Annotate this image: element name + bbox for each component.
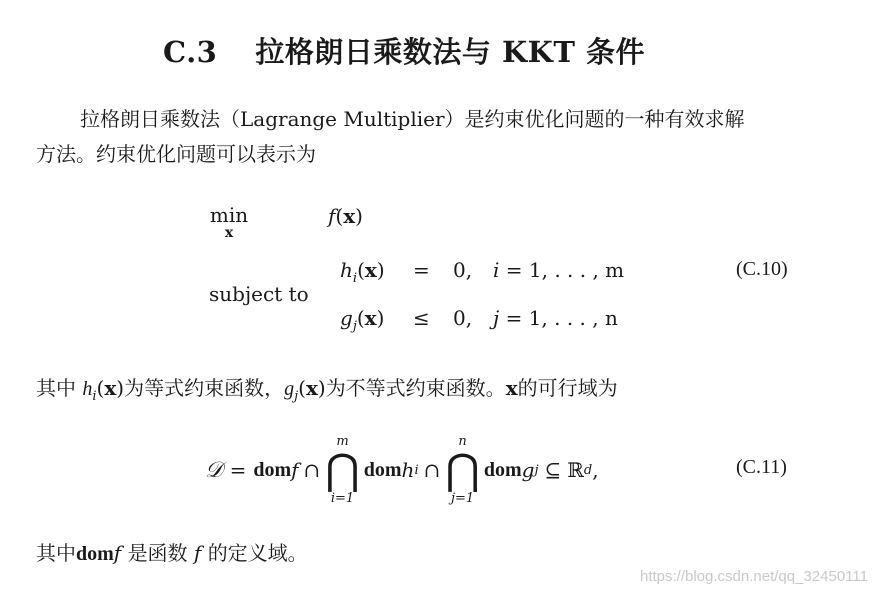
equality-constraint: $h_i(x)$ (340, 258, 385, 286)
min-variable: x (224, 225, 234, 241)
objective: f(x) (328, 204, 363, 228)
min-label: min (209, 203, 249, 227)
closing-line: 其中domf 是函数 f 的定义域。 (36, 541, 308, 565)
equation-number-c11: (C.11) (736, 456, 787, 478)
big-intersection-1: m ⋂ i=1 (325, 434, 360, 506)
section-title: 拉格朗日乘数法与 KKT 条件 (255, 35, 646, 69)
inequality-rhs: 0, (453, 306, 473, 330)
section-heading (163, 30, 645, 71)
equality-range: i = 1, . . . , m (493, 258, 625, 282)
inequality-range: j = 1, . . . , n (493, 306, 618, 330)
equality-rhs: 0, (453, 258, 473, 282)
watermark-url: https://blog.csdn.net/qq_32450111 (640, 568, 868, 585)
inequality-constraint: $g_j(x)$ (340, 306, 385, 334)
equality-relation: = (413, 258, 430, 282)
intro-line-2: 方法。约束优化问题可以表示为 (36, 142, 316, 166)
big-intersection-2: n ⋂ j=1 (445, 434, 480, 506)
inequality-relation: ≤ (413, 306, 430, 330)
subject-to-label: subject to (209, 282, 309, 306)
definition-line: 其中 $h_i(x)$为等式约束函数，$g_j(x)$为不等式约束函数。x的可行域为 (36, 376, 618, 404)
min-operator (209, 204, 249, 240)
feasible-domain-equation: 𝒟 = dom f ∩ m ⋂ i=1 dom h i ∩ n ⋂ j=1 dom g j ⊆ ℝ d , (205, 434, 599, 506)
section-number: C.3 (163, 35, 218, 69)
equation-number-c10: (C.10) (736, 258, 788, 280)
intro-line-1: 拉格朗日乘数法（Lagrange Multiplier）是约束优化问题的一种有效求解 (80, 107, 745, 131)
